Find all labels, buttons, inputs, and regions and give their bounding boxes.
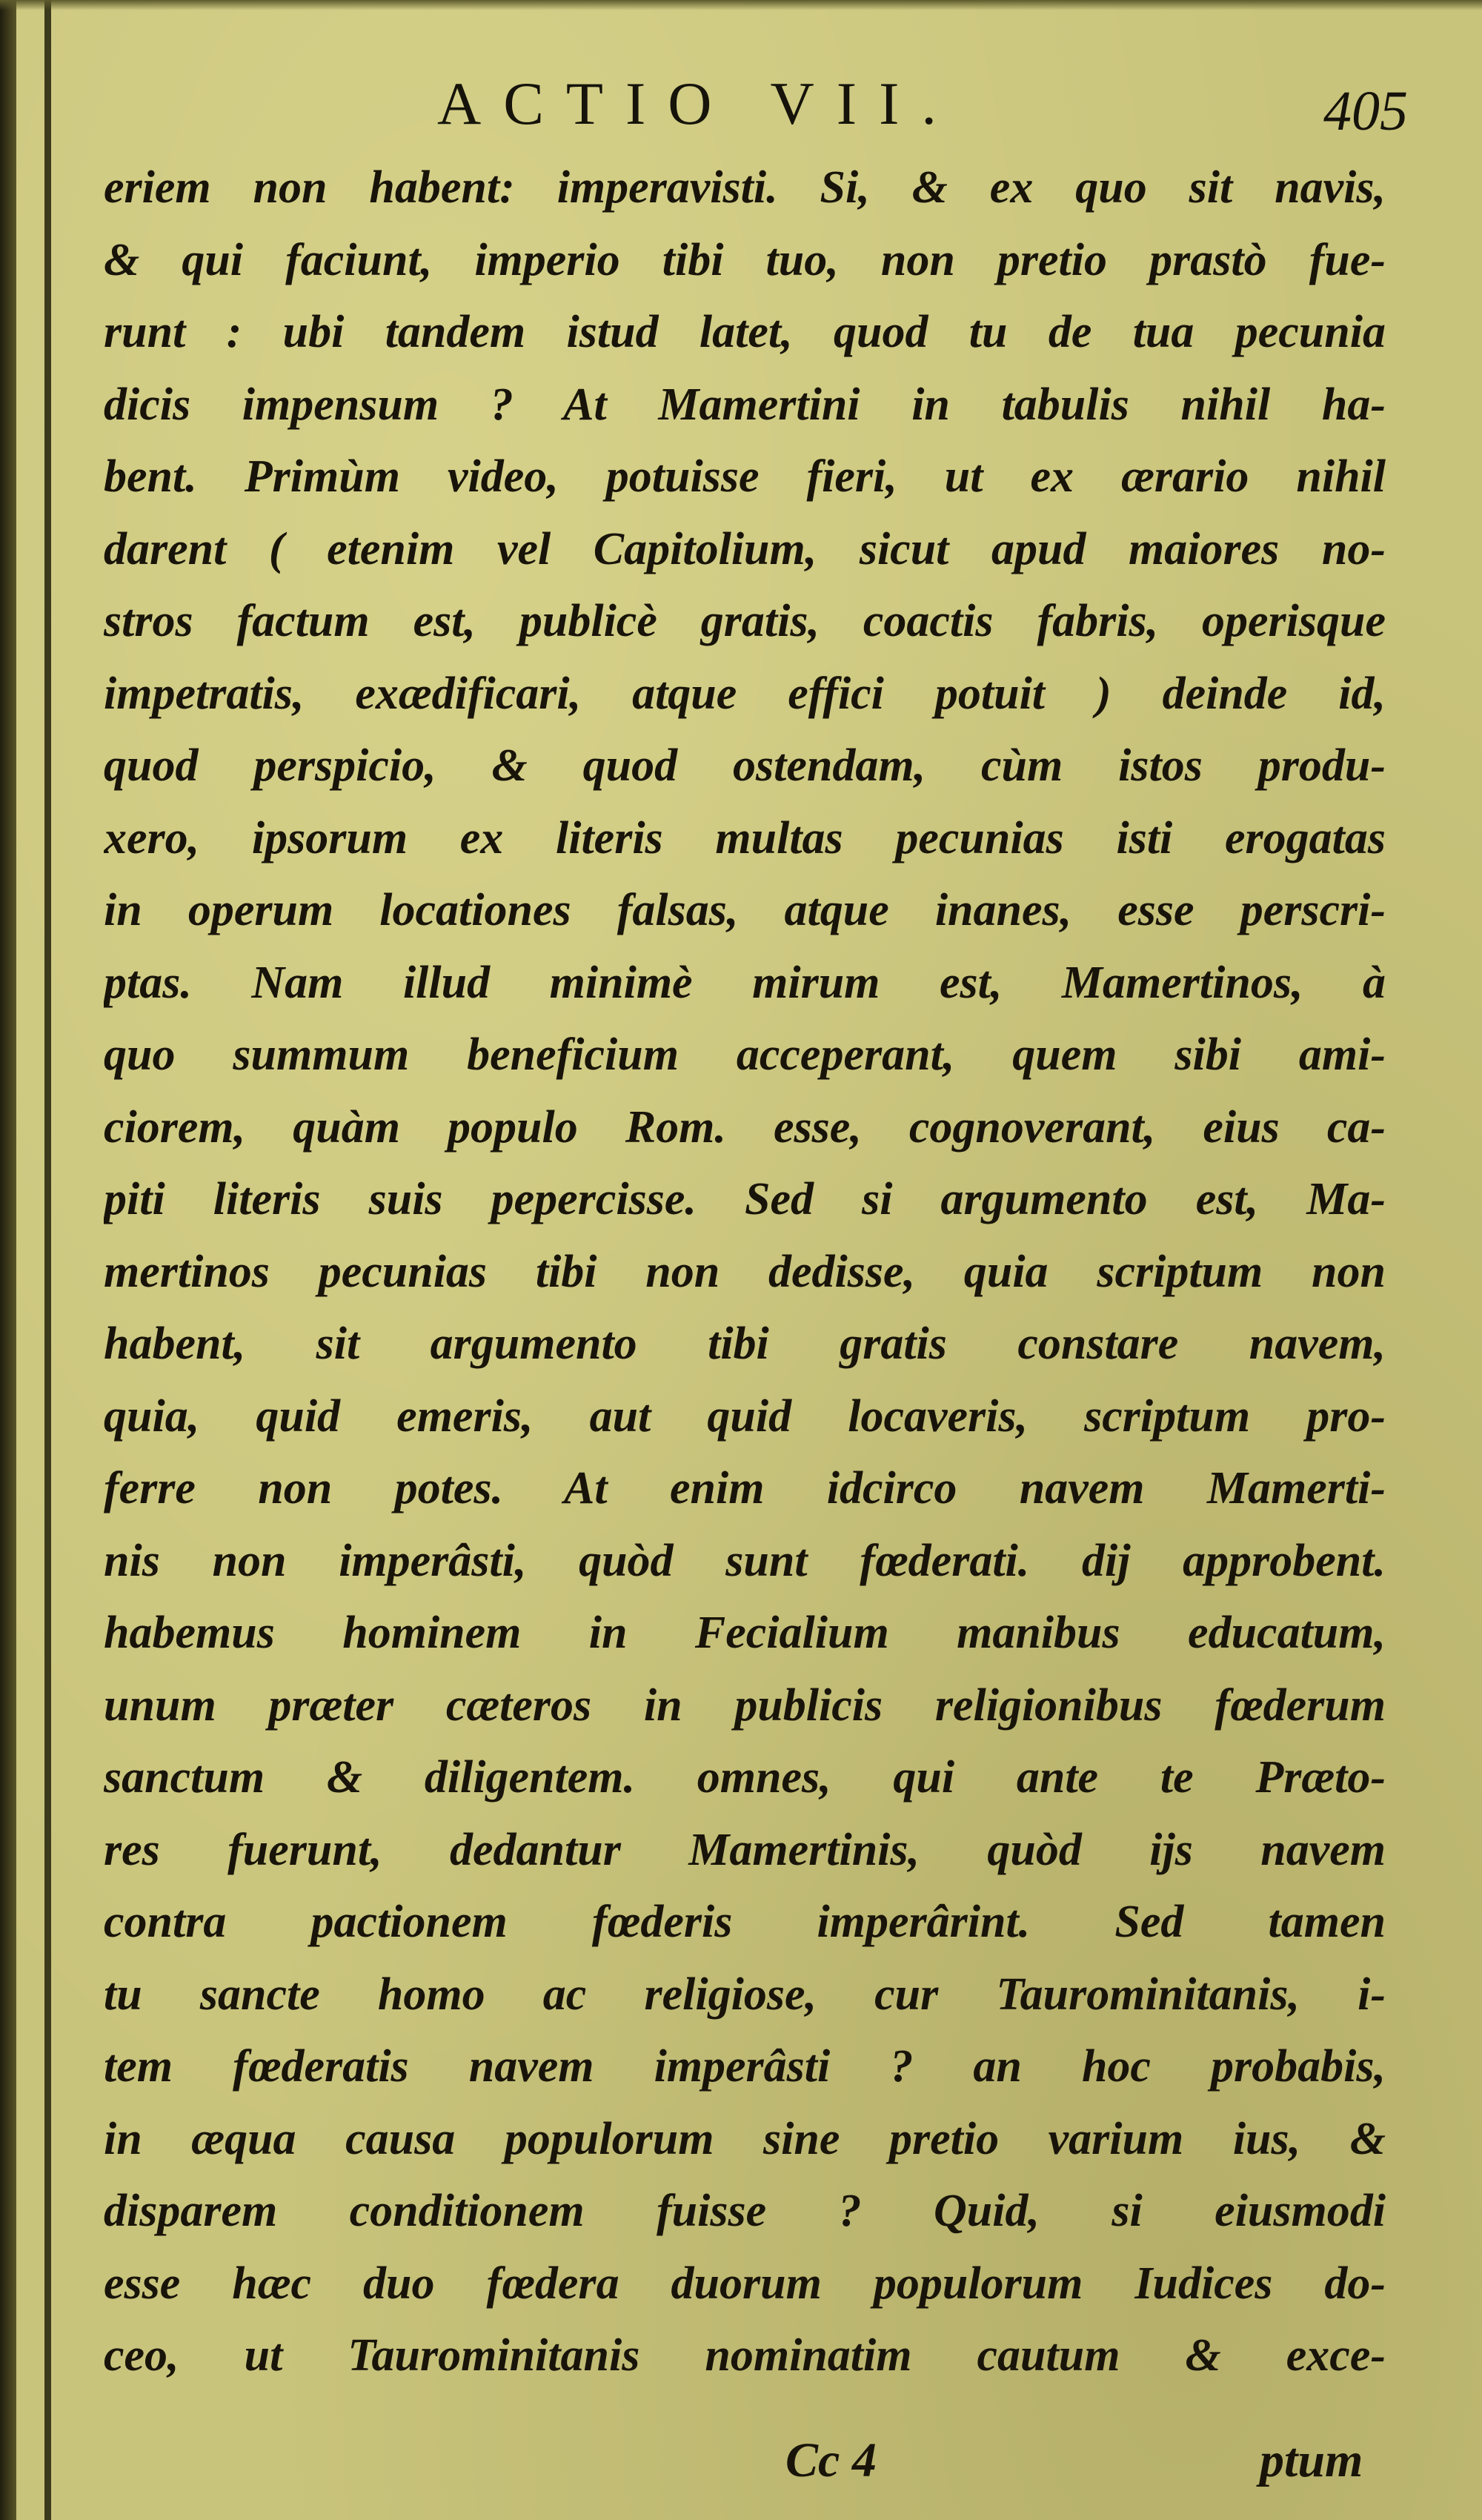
text-line: quia, quid emeris, aut quid locaveris, scriptum pro- [104, 1390, 1386, 1442]
text-line: nis non imperâsti, quòd sunt fœderati. dij approbent. [104, 1535, 1386, 1586]
text-line: quod perspicio, & quod ostendam, cùm istos produ- [104, 740, 1386, 791]
text-line: in æqua causa populorum sine pretio varium ius, & [104, 2113, 1386, 2164]
text-line: in operum locationes falsas, atque inanes, esse perscri- [104, 885, 1386, 935]
text-line: ciorem, quàm populo Rom. esse, cognoverant, eius ca- [104, 1101, 1386, 1153]
text-line: esse hæc duo fœdera duorum populorum Iudices do- [104, 2258, 1386, 2309]
text-line: piti literis suis pepercisse. Sed si argumento est, Ma- [104, 1174, 1386, 1224]
running-header [111, 67, 1415, 148]
text-line: habemus hominem in Fecialium manibus educatum, [104, 1608, 1386, 1658]
text-line: ferre non potes. At enim idcirco navem Mamerti- [104, 1463, 1386, 1513]
top-edge-shadow [0, 0, 1482, 10]
text-line: tu sancte homo ac religiose, cur Taurominitanis, i- [104, 1969, 1386, 2020]
text-line: eriem non habent: imperavisti. Si, & ex quo sit navis, [104, 162, 1386, 213]
running-title: ACTIO VII. [437, 70, 959, 137]
text-line: dicis impensum ? At Mamertini in tabulis nihil ha- [104, 379, 1386, 430]
text-line: & qui faciunt, imperio tibi tuo, non pretio prastò fue- [104, 234, 1386, 285]
text-line: darent ( etenim vel Capitolium, sicut apud maiores no- [104, 523, 1386, 574]
text-line: bent. Primùm video, potuisse fieri, ut ex ærario nihil [104, 451, 1386, 502]
page-number: 405 [1323, 80, 1408, 142]
text-line: quo summum beneficium acceperant, quem sibi ami- [104, 1029, 1386, 1080]
text-line: xero, ipsorum ex literis multas pecunias isti erogatas [104, 812, 1386, 863]
catchword: ptum [1260, 2433, 1363, 2487]
body-text [104, 152, 1386, 2393]
text-line: ptas. Nam illud minimè mirum est, Mamertinos, à [104, 957, 1386, 1008]
text-line: sanctum & diligentem. omnes, qui ante te Præto- [104, 1752, 1386, 1803]
text-line: unum præter cæteros in publicis religionibus fœderum [104, 1680, 1386, 1731]
text-line: habent, sit argumento tibi gratis constare navem, [104, 1319, 1386, 1369]
text-line: stros factum est, publicè gratis, coactis fabris, operisque [104, 596, 1386, 646]
text-line: disparem conditionem fuisse ? Quid, si eiusmodi [104, 2186, 1386, 2236]
page-gutter-edge [0, 0, 16, 2520]
text-line: mertinos pecunias tibi non dedisse, quia scriptum non [104, 1246, 1386, 1297]
signature-mark: Cc 4 [785, 2433, 877, 2487]
text-line: contra pactionem fœderis imperârint. Sed tamen [104, 1897, 1386, 1947]
text-line: res fuerunt, dedantur Mamertinis, quòd ijs navem [104, 1824, 1386, 1875]
page-gutter-rule [44, 0, 51, 2520]
text-line: impetratis, exædificari, atque effici potuit ) deinde id, [104, 668, 1386, 719]
text-line: tem fœderatis navem imperâsti ? an hoc probabis, [104, 2041, 1386, 2092]
text-line: ceo, ut Taurominitanis nominatim cautum & exce- [104, 2330, 1386, 2381]
text-line: runt : ubi tandem istud latet, quod tu de tua pecunia [104, 307, 1386, 357]
